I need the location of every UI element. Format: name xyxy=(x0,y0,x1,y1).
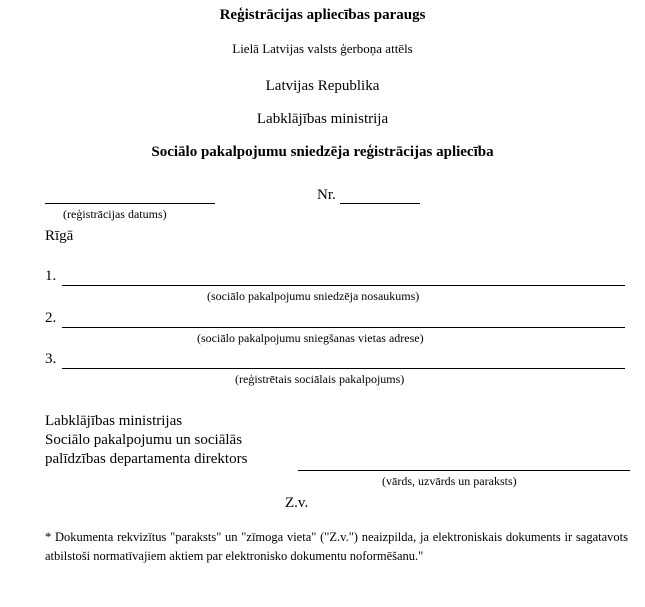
certificate-title: Sociālo pakalpojumu sniedzēja reģistrācijas apliecība xyxy=(151,144,494,160)
footnote: * Dokumenta rekvizītus "paraksts" un "zīmoga vieta" ("Z.v.") neaizpilda, ja elektroniskais dokuments ir sagatavots atbilstoši normatīvajiem aktiem par elektronisko dokumentu noformēšanu." xyxy=(45,530,628,563)
field-line-1 xyxy=(62,285,625,286)
field-line-2 xyxy=(62,327,625,328)
republic-name: Latvijas Republika xyxy=(265,78,380,94)
field-caption-2: (sociālo pakalpojumu sniegšanas vietas adrese) xyxy=(197,331,424,345)
registration-date-line xyxy=(45,203,215,204)
document-title: Reģistrācijas apliecības paraugs xyxy=(219,7,426,23)
emblem-note: Lielā Latvijas valsts ģerboņa attēls xyxy=(232,41,413,56)
issue-place: Rīgā xyxy=(45,228,74,244)
field-caption-3: (reģistrētais sociālais pakalpojums) xyxy=(235,372,405,386)
registration-number-label: Nr. xyxy=(317,187,336,203)
field-line-3 xyxy=(62,368,625,369)
ministry-name: Labklājības ministrija xyxy=(256,111,389,127)
field-number-3: 3. xyxy=(45,351,57,367)
signature-line xyxy=(298,470,630,471)
signatory-line-1: Labklājības ministrijas xyxy=(45,413,183,429)
registration-number-line xyxy=(340,203,420,204)
registration-date-caption: (reģistrācijas datums) xyxy=(63,207,167,221)
signatory-line-3: palīdzības departamenta direktors xyxy=(45,451,248,467)
field-number-2: 2. xyxy=(45,310,57,326)
field-number-1: 1. xyxy=(45,268,57,284)
signatory-line-2: Sociālo pakalpojumu un sociālās xyxy=(45,432,243,448)
signature-caption: (vārds, uzvārds un paraksts) xyxy=(382,474,517,488)
signatory-block xyxy=(45,412,247,469)
stamp-place: Z.v. xyxy=(285,495,309,511)
field-caption-1: (sociālo pakalpojumu sniedzēja nosaukums) xyxy=(207,289,420,303)
